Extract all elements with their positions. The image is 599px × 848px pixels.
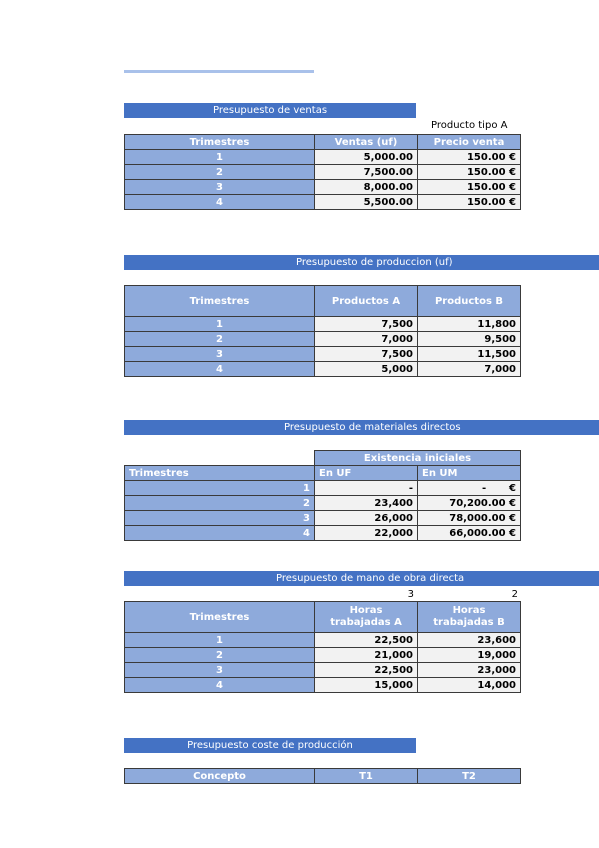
currency-symbol: € (509, 482, 517, 494)
production-cost-title: Presupuesto coste de producción (124, 738, 416, 753)
table-row (125, 332, 521, 347)
value-dash: - (482, 482, 487, 494)
quarter-cell: 4 (125, 362, 315, 377)
table-row (125, 496, 521, 511)
group-header-existencias: Existencia iniciales (315, 451, 521, 466)
value-cell: 66,000.00 € (418, 526, 521, 541)
table-row (125, 481, 521, 496)
table-row (125, 362, 521, 377)
table-row (125, 678, 521, 693)
production-budget-title (124, 255, 599, 270)
table-row (125, 511, 521, 526)
value-cell: 26,000 (315, 511, 418, 526)
value-cell: 7,500.00 (315, 165, 418, 180)
value-cell: 7,500 (315, 347, 418, 362)
value-cell: 14,000 (418, 678, 521, 693)
quarter-cell: 4 (125, 195, 315, 210)
quarter-cell: 3 (125, 511, 315, 526)
value-cell: 7,500 (315, 317, 418, 332)
table-row (125, 317, 521, 332)
quarter-cell: 1 (125, 633, 315, 648)
product-type-note: Producto tipo A (431, 120, 508, 131)
col-header-horas-b-line1: Horas (452, 605, 486, 616)
table-row (125, 195, 521, 210)
col-header-horas-a-line1: Horas (349, 605, 383, 616)
table-row (125, 150, 521, 165)
col-header-trimestres: Trimestres (125, 135, 315, 150)
col-header-horas-a-line2: trabajadas A (330, 617, 402, 628)
empty-cell (125, 451, 315, 466)
value-cell: - (315, 481, 418, 496)
table-row (125, 526, 521, 541)
value-cell: 22,500 (315, 663, 418, 678)
value-cell: 15,000 (315, 678, 418, 693)
table-row (125, 648, 521, 663)
quarter-cell: 3 (125, 347, 315, 362)
value-cell: 11,800 (418, 317, 521, 332)
col-header-horas-b-line2: trabajadas B (433, 617, 505, 628)
labor-budget-table (124, 601, 521, 693)
value-cell: 22,000 (315, 526, 418, 541)
value-cell: 8,000.00 (315, 180, 418, 195)
value-cell: 23,600 (418, 633, 521, 648)
quarter-cell: 4 (125, 678, 315, 693)
col-header-productos-a: Productos A (315, 286, 418, 317)
table-row (125, 347, 521, 362)
labor-budget-title (124, 571, 599, 586)
col-header-en-uf: En UF (315, 466, 418, 481)
value-cell: 150.00 € (418, 150, 521, 165)
quarter-cell: 4 (125, 526, 315, 541)
production-budget-table (124, 285, 521, 377)
quarter-cell: 3 (125, 663, 315, 678)
col-header-t1: T1 (315, 769, 418, 784)
col-header-trimestres: Trimestres (125, 286, 315, 317)
materials-budget-title (124, 420, 599, 435)
quarter-cell: 2 (125, 648, 315, 663)
materials-budget-table (124, 450, 521, 541)
value-cell: 21,000 (315, 648, 418, 663)
value-cell: 9,500 (418, 332, 521, 347)
value-cell: 70,200.00 € (418, 496, 521, 511)
table-row (125, 663, 521, 678)
col-header-precio: Precio venta (418, 135, 521, 150)
table-row (125, 180, 521, 195)
value-cell: 150.00 € (418, 195, 521, 210)
value-cell: 19,000 (418, 648, 521, 663)
factor-b: 2 (511, 589, 518, 600)
quarter-cell: 1 (125, 481, 315, 496)
sales-budget-title: Presupuesto de ventas (124, 103, 416, 118)
value-cell: 5,000.00 (315, 150, 418, 165)
col-header-ventas: Ventas (uf) (315, 135, 418, 150)
value-cell: 7,000 (418, 362, 521, 377)
col-header-concepto: Concepto (125, 769, 315, 784)
value-cell: 23,000 (418, 663, 521, 678)
quarter-cell: 2 (125, 165, 315, 180)
col-header-trimestres: Trimestres (125, 466, 315, 481)
value-cell-split (418, 481, 521, 496)
value-cell: 78,000.00 € (418, 511, 521, 526)
col-header-productos-b: Productos B (418, 286, 521, 317)
sales-budget-table (124, 134, 521, 210)
col-header-horas-b (418, 602, 521, 633)
quarter-cell: 1 (125, 150, 315, 165)
value-cell: 150.00 € (418, 165, 521, 180)
factor-a: 3 (407, 589, 414, 600)
quarter-cell: 2 (125, 332, 315, 347)
quarter-cell: 1 (125, 317, 315, 332)
col-header-en-um: En UM (418, 466, 521, 481)
quarter-cell: 2 (125, 496, 315, 511)
top-accent-line (124, 70, 314, 73)
col-header-t2: T2 (418, 769, 521, 784)
value-cell: 150.00 € (418, 180, 521, 195)
col-header-horas-a (315, 602, 418, 633)
quarter-cell: 3 (125, 180, 315, 195)
production-cost-table (124, 768, 521, 784)
table-row (125, 165, 521, 180)
value-cell: 7,000 (315, 332, 418, 347)
value-cell: 5,000 (315, 362, 418, 377)
value-cell: 23,400 (315, 496, 418, 511)
value-cell: 5,500.00 (315, 195, 418, 210)
value-cell: 11,500 (418, 347, 521, 362)
col-header-trimestres: Trimestres (125, 602, 315, 633)
labor-budget-title-text: Presupuesto de mano de obra directa (276, 573, 465, 584)
value-cell: 22,500 (315, 633, 418, 648)
materials-budget-title-text: Presupuesto de materiales directos (284, 422, 461, 433)
table-row (125, 633, 521, 648)
production-budget-title-text: Presupuesto de produccion (uf) (296, 257, 453, 268)
